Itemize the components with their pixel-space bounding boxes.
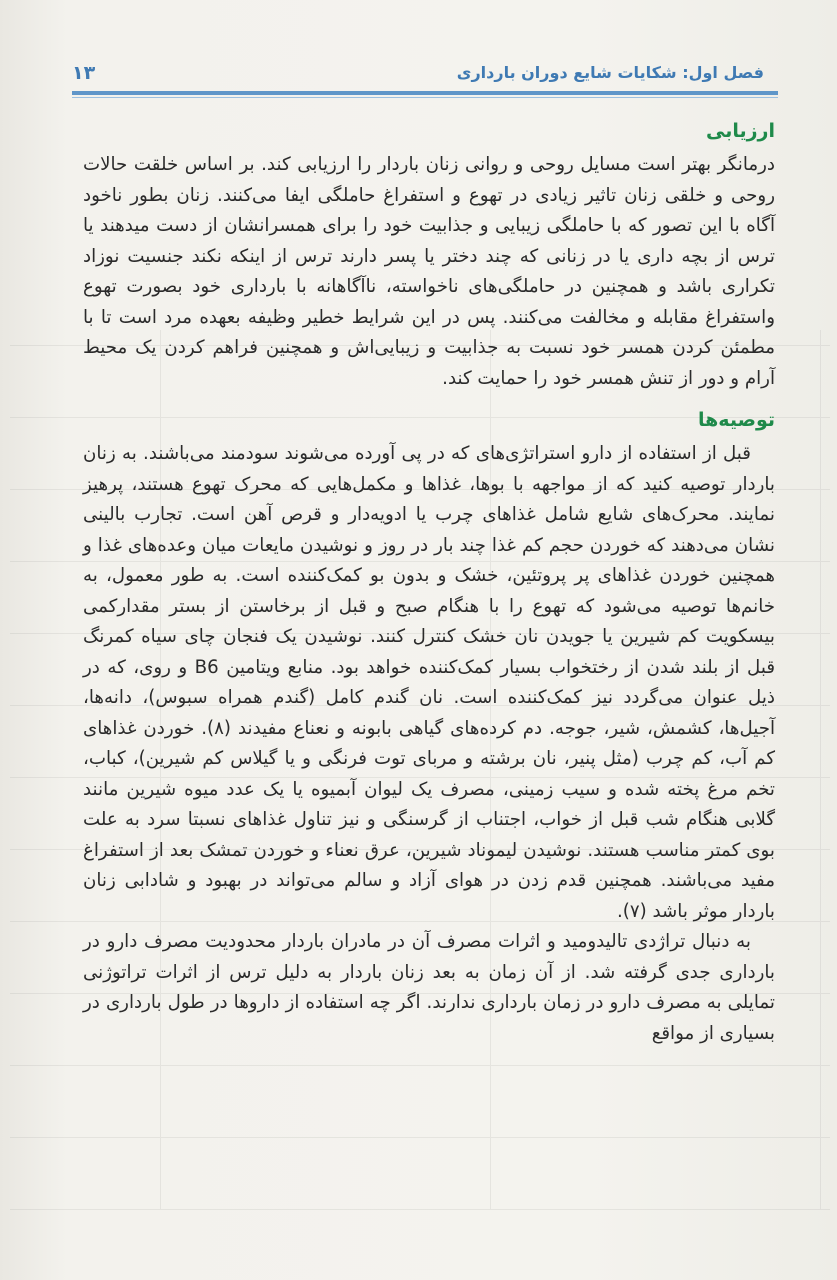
section-assessment bbox=[83, 112, 775, 394]
header-rule-thin bbox=[72, 97, 778, 98]
header-rule bbox=[72, 91, 778, 95]
page-number: ۱۳ bbox=[72, 62, 96, 84]
running-header bbox=[72, 60, 764, 94]
assessment-paragraph: درمانگر بهتر است مسایل روحی و روانی زنان باردار را ارزیابی کند. بر اساس خلقت حالات روحی و خلقی زنان تاثیر زیادی در تهوع و استفراغ حاملگی ایفا می‌کنند. زنان بطور ناخود آگاه با این تصور که با حاملگی زیبایی و جذابیت خود را برای همسرانشان از دست میدهند یا ترس از بچه داری یا در زنانی که چند دختر یا پسر دارند ترس از اینکه نکند جنسیت نوزاد تکراری باشد و همچنین در حاملگی‌های ناخواسته، ناآگاهانه با بارداری خود بصورت تهوع واستفراغ مقابله و مخالفت می‌کنند. پس در این شرایط خطیر وظیفه بعهده مرد است تا با مطمئن کردن همسر خود نسبت به جذابیت و زیبایی‌اش و همچنین فراهم کردن یک محیط آرام و دور از تنش همسر خود را حمایت کند. bbox=[83, 154, 775, 389]
chapter-title: فصل اول: شکایات شایع دوران بارداری bbox=[456, 63, 764, 82]
section-heading-recommendations: توصیه‌ها bbox=[698, 409, 775, 431]
section-recommendations bbox=[83, 401, 775, 1049]
page-body bbox=[83, 112, 775, 1049]
section-gap bbox=[83, 394, 775, 401]
recommendations-paragraph: قبل از استفاده از دارو استراتژی‌های که در پی آورده می‌شوند سودمند می‌باشند. به زنان باردار توصیه کنید که از مواجهه با بوها، غذاها و مکمل‌هایی که محرک تهوع هستند، پرهیز نمایند. محرک‌های شایع شامل غذاهای چرب یا ادویه‌دار و قرص آهن است. تجارب بالینی نشان می‌دهند که خوردن حجم کم غذا چند بار در روز و نوشیدن مایعات میان وعده‌های غذا و همچنین خوردن غذاهای پر پروتئین، خشک و بدون بو کمک‌کننده است. به طور معمول، به خانم‌ها توصیه می‌شود که تهوع را با هنگام صبح و قبل از برخاستن از بستر مقدارکمی بیسکویت کم شیرین یا جویدن نان خشک کنترل کنند. نوشیدن یک فنجان چای سیاه کمرنگ قبل از بلند شدن از رختخواب بسیار کمک‌کننده خواهد بود. منابع ویتامین B6 و روی، که در ذیل عنوان می‌گردد نیز کمک‌کننده است. نان گندم کامل (گندم همراه سبوس)، دانه‌ها، آجیل‌ها، کشمش، شیر، جوجه. دم کرده‌های گیاهی بابونه و نعناع مفیدند (۸). خوردن غذاهای کم آب، کم چرب (مثل پنیر، نان برشته و مربای توت فرنگی و یا گیلاس کم شیرین)، کباب، تخم مرغ پخته شده و سیب زمینی، مصرف یک لیوان آبمیوه یا یک عدد میوه شیرین مانند گلابی هنگام شب قبل از خواب، اجتناب از گرسنگی و نیز تناول غذاهای نسبتا سرد به علت بوی کمتر مناسب هستند. نوشیدن لیموناد شیرین، عرق نعناء و خوردن تمشک بعد از استفراغ مفید می‌باشند. همچنین قدم زدن در هوای آزاد و سالم می‌تواند در بهبود و شادابی زنان باردار موثر باشد (۷). bbox=[83, 443, 776, 922]
thalidomide-paragraph: به دنبال تراژدی تالیدومید و اثرات مصرف آن در مادران باردار محدودیت مصرف دارو در بارداری جدی گرفته شد. از آن زمان به بعد زنان باردار به دلیل ترس از اثرات تراتوژنی تمایلی به مصرف دارو در زمان بارداری ندارند. اگر چه استفاده از داروها در طول بارداری در بسیاری از مواقع bbox=[83, 931, 775, 1044]
section-heading-assessment: ارزیابی bbox=[705, 120, 775, 142]
